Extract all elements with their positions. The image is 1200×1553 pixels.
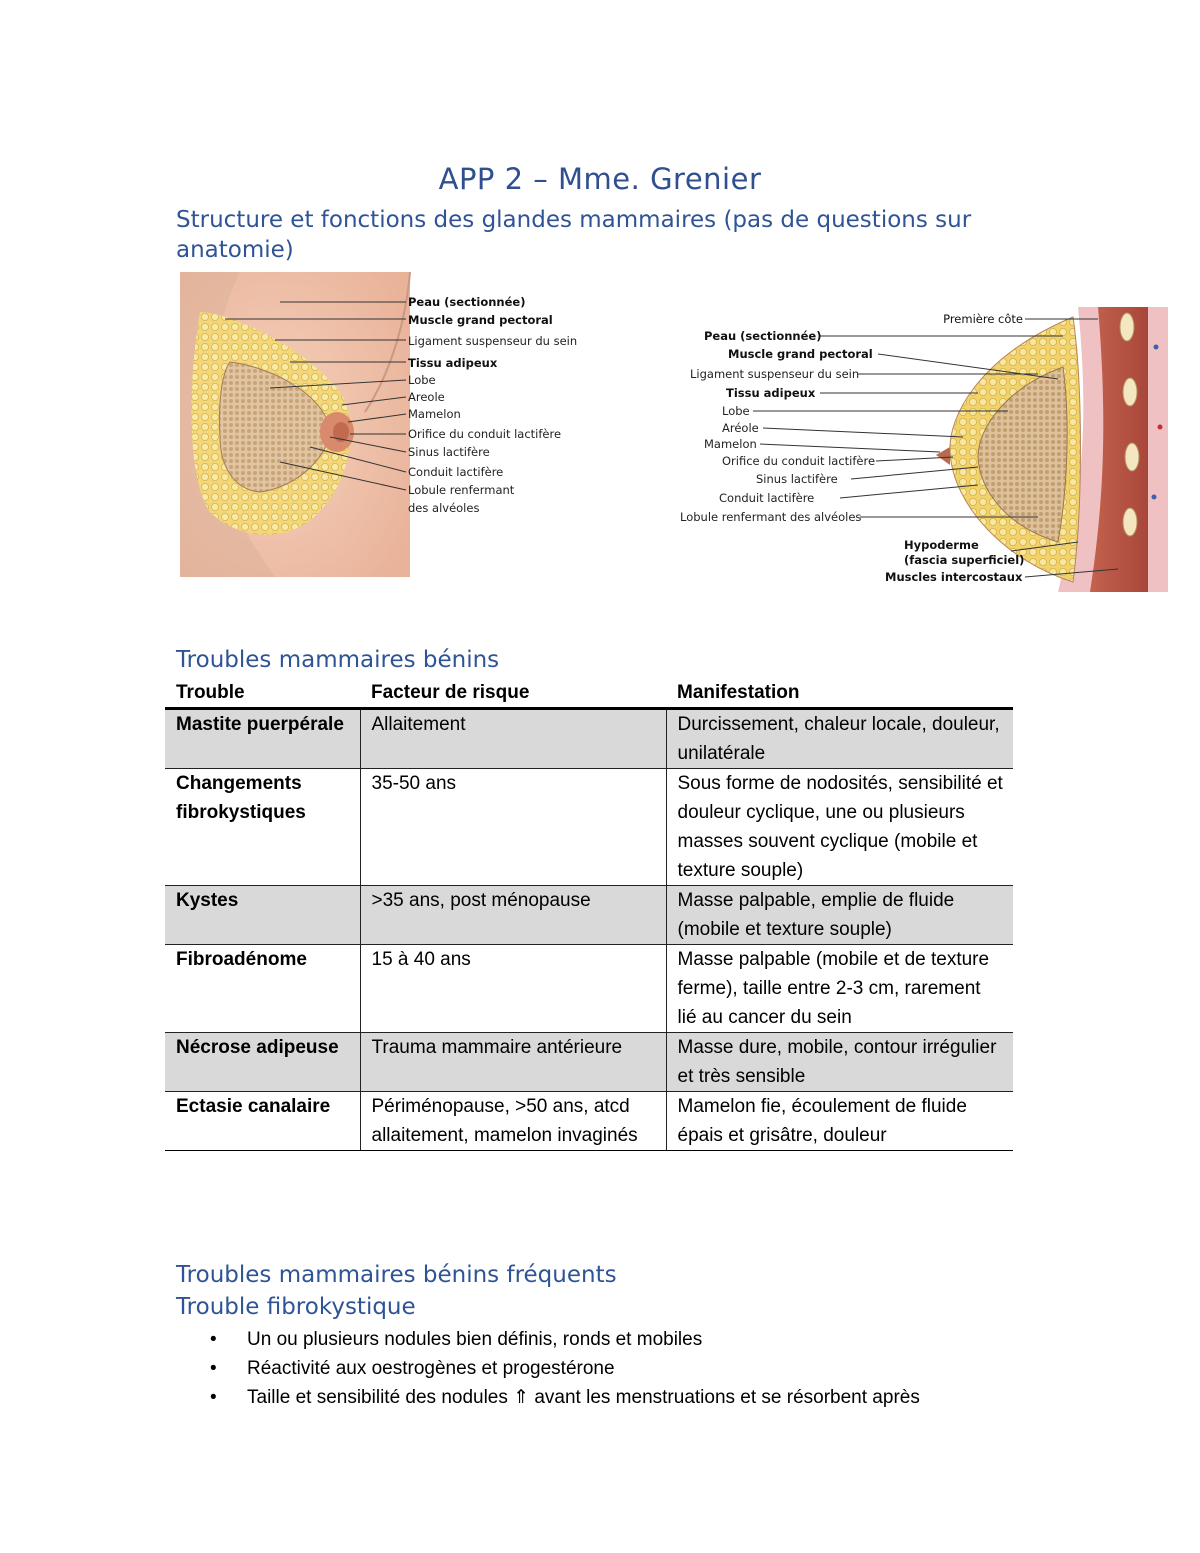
section-heading-troubles: Troubles mammaires bénins (176, 647, 500, 673)
column-header: Facteur de risque (360, 676, 666, 709)
cell-facteur: >35 ans, post ménopause (360, 886, 666, 945)
right-label-tissu: Tissu adipeux (726, 386, 816, 400)
cell-manifestation: Masse palpable (mobile et de texture ferme), taille entre 2-3 cm, rarement lié au cancer du sein (666, 945, 1013, 1033)
right-label-cote: Première côte (943, 312, 1023, 326)
left-label-muscle: Muscle grand pectoral (408, 313, 553, 327)
cell-facteur: Trauma mammaire antérieure (360, 1033, 666, 1092)
list-item (210, 1354, 920, 1383)
column-header: Manifestation (666, 676, 1013, 709)
table-row (165, 886, 1013, 945)
cell-trouble: Mastite puerpérale (165, 709, 360, 769)
left-label-orifice: Orifice du conduit lactifère (408, 427, 562, 441)
list-item-text: Taille et sensibilité des nodules ⇑ avant les menstruations et se résorbent après (247, 1387, 920, 1408)
bullet-icon: • (210, 1387, 217, 1408)
right-label-lobule: Lobule renfermant des alvéoles (680, 510, 862, 524)
right-label-mamelon: Mamelon (704, 437, 757, 451)
left-figure-labels (180, 272, 580, 577)
cell-facteur: Périménopause, >50 ans, atcd allaitement, mamelon invaginés (360, 1092, 666, 1151)
left-label-mamelon: Mamelon (408, 407, 461, 421)
table-row (165, 1092, 1013, 1151)
right-label-hypoderme: Hypoderme (904, 538, 979, 552)
table-row (165, 945, 1013, 1033)
cell-manifestation: Mamelon fie, écoulement de fluide épais et grisâtre, douleur (666, 1092, 1013, 1151)
right-label-intercostaux: Muscles intercostaux (885, 570, 1023, 584)
list-item (210, 1383, 920, 1412)
section-heading-structure: Structure et fonctions des glandes mammaires (pas de questions sur anatomie) (176, 207, 972, 263)
cell-trouble: Changements fibrokystiques (165, 769, 360, 886)
table-header-row (165, 676, 1013, 709)
table-row (165, 1033, 1013, 1092)
left-label-lobule: Lobule renfermant (408, 483, 515, 497)
bullet-list (210, 1325, 920, 1412)
bullet-icon: • (210, 1358, 217, 1379)
cell-facteur: 35-50 ans (360, 769, 666, 886)
cell-manifestation: Sous forme de nodosités, sensibilité et douleur cyclique, une ou plusieurs masses souvent cyclique (mobile et texture souple) (666, 769, 1013, 886)
right-label-fascia: (fascia superficiel) (904, 553, 1025, 567)
subheading-fibrokystique: Trouble fibrokystique (176, 1294, 416, 1320)
left-label-peau: Peau (sectionnée) (408, 295, 526, 309)
cell-facteur: Allaitement (360, 709, 666, 769)
cell-trouble: Ectasie canalaire (165, 1092, 360, 1151)
table-row (165, 709, 1013, 769)
bullet-icon: • (210, 1329, 217, 1350)
cell-manifestation: Durcissement, chaleur locale, douleur, unilatérale (666, 709, 1013, 769)
right-label-orifice: Orifice du conduit lactifère (722, 454, 876, 468)
left-label-tissu: Tissu adipeux (408, 356, 498, 370)
troubles-table (165, 676, 1013, 1151)
right-label-ligament: Ligament suspenseur du sein (690, 367, 860, 381)
list-item (210, 1325, 920, 1354)
column-header: Trouble (165, 676, 360, 709)
left-label-lobe: Lobe (408, 373, 436, 387)
right-label-sinus: Sinus lactifère (756, 472, 838, 486)
list-item-text: Un ou plusieurs nodules bien définis, ronds et mobiles (247, 1329, 703, 1350)
section-heading-frequents: Troubles mammaires bénins fréquents (176, 1262, 617, 1288)
cell-trouble: Fibroadénome (165, 945, 360, 1033)
right-label-areole: Aréole (722, 421, 759, 435)
page-title: APP 2 – Mme. Grenier (438, 162, 762, 196)
list-item-text: Réactivité aux oestrogènes et progestérone (247, 1358, 615, 1379)
cell-trouble: Nécrose adipeuse (165, 1033, 360, 1092)
left-label-ligament: Ligament suspenseur du sein (408, 334, 578, 348)
cell-trouble: Kystes (165, 886, 360, 945)
right-label-peau: Peau (sectionnée) (704, 329, 822, 343)
right-label-muscle: Muscle grand pectoral (728, 347, 873, 361)
right-label-lobe: Lobe (722, 404, 750, 418)
left-label-areole: Areole (408, 390, 445, 404)
left-label-sinus: Sinus lactifère (408, 445, 490, 459)
table-row (165, 769, 1013, 886)
cell-facteur: 15 à 40 ans (360, 945, 666, 1033)
cell-manifestation: Masse dure, mobile, contour irrégulier et très sensible (666, 1033, 1013, 1092)
left-label-alveoles: des alvéoles (408, 501, 480, 515)
left-label-conduit: Conduit lactifère (408, 465, 504, 479)
right-figure-labels (678, 307, 1168, 592)
right-label-conduit: Conduit lactifère (719, 491, 815, 505)
cell-manifestation: Masse palpable, emplie de fluide (mobile et texture souple) (666, 886, 1013, 945)
